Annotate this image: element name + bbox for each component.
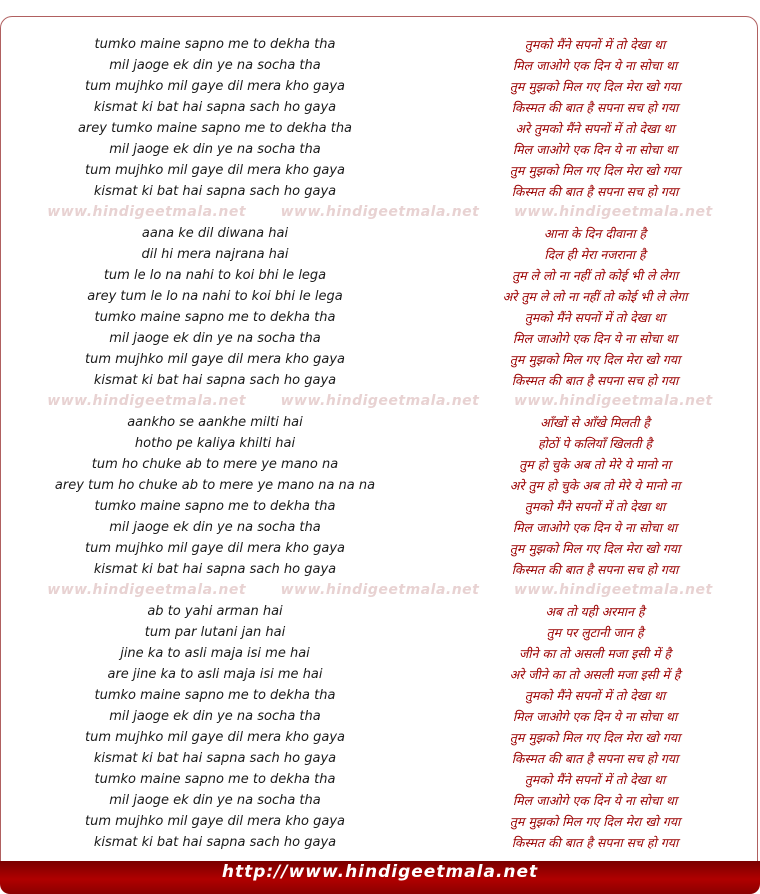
lyric-row xyxy=(0,748,760,769)
watermark-text: www.hindigeetmala.net xyxy=(47,582,247,598)
lyric-english: mil jaoge ek din ye na socha tha xyxy=(109,331,321,346)
lyric-row xyxy=(0,559,760,580)
lyric-row xyxy=(0,769,760,790)
lyric-hindi: अब तो यही अरमान है xyxy=(545,604,645,619)
lyric-row xyxy=(0,727,760,748)
lyric-hindi: तुम मुझको मिल गए दिल मेरा खो गया xyxy=(509,730,681,745)
watermark-text: www.hindigeetmala.net xyxy=(513,393,713,409)
lyric-english: arey tum ho chuke ab to mere ye mano na na na xyxy=(54,478,376,493)
lyric-hindi: जीने का तो असली मजा इसी में है xyxy=(518,646,672,661)
lyric-english: kismat ki bat hai sapna sach ho gaya xyxy=(93,835,337,850)
lyric-row xyxy=(0,139,760,160)
watermark-text: www.hindigeetmala.net xyxy=(280,582,480,598)
lyric-english: tum le lo na nahi to koi bhi le lega xyxy=(103,268,327,283)
lyric-hindi: तुमको मैंने सपनों में तो देखा था xyxy=(524,499,666,514)
lyric-hindi: किस्मत की बात है सपना सच हो गया xyxy=(511,100,679,115)
lyric-row xyxy=(0,34,760,55)
lyric-row xyxy=(0,433,760,454)
lyric-hindi: तुम मुझको मिल गए दिल मेरा खो गया xyxy=(509,814,681,829)
lyric-hindi: मिल जाओगे एक दिन ये ना सोचा था xyxy=(512,793,678,808)
lyric-row xyxy=(0,538,760,559)
lyric-english: hotho pe kaliya khilti hai xyxy=(134,436,296,451)
lyric-row xyxy=(0,496,760,517)
lyric-row xyxy=(0,622,760,643)
lyric-hindi: मिल जाओगे एक दिन ये ना सोचा था xyxy=(512,331,678,346)
lyric-english: tumko maine sapno me to dekha tha xyxy=(94,499,336,514)
lyric-english: tum mujhko mil gaye dil mera kho gaya xyxy=(84,163,345,178)
lyric-row xyxy=(0,55,760,76)
lyric-row xyxy=(0,307,760,328)
lyric-hindi: आँखों से आँखे मिलती है xyxy=(540,415,650,430)
lyric-hindi: दिल ही मेरा नजराना है xyxy=(544,247,646,262)
lyric-row xyxy=(0,832,760,853)
lyric-row xyxy=(0,76,760,97)
lyric-english: tum mujhko mil gaye dil mera kho gaya xyxy=(84,352,345,367)
lyric-row xyxy=(0,790,760,811)
lyric-english: arey tum le lo na nahi to koi bhi le lega xyxy=(87,289,343,304)
lyric-row xyxy=(0,97,760,118)
watermark-row xyxy=(0,580,760,601)
watermark-text: www.hindigeetmala.net xyxy=(280,393,480,409)
lyric-english: mil jaoge ek din ye na socha tha xyxy=(109,709,321,724)
watermark-text: www.hindigeetmala.net xyxy=(280,204,480,220)
lyric-hindi: अरे जीने का तो असली मजा इसी में है xyxy=(509,667,681,682)
lyric-english: kismat ki bat hai sapna sach ho gaya xyxy=(93,562,337,577)
lyric-hindi: किस्मत की बात है सपना सच हो गया xyxy=(511,184,679,199)
lyric-english: tum mujhko mil gaye dil mera kho gaya xyxy=(84,541,345,556)
lyric-hindi: तुम मुझको मिल गए दिल मेरा खो गया xyxy=(509,79,681,94)
lyric-row xyxy=(0,244,760,265)
lyric-hindi: किस्मत की बात है सपना सच हो गया xyxy=(511,562,679,577)
lyric-english: tumko maine sapno me to dekha tha xyxy=(94,688,336,703)
lyric-hindi: मिल जाओगे एक दिन ये ना सोचा था xyxy=(512,709,678,724)
lyric-row xyxy=(0,475,760,496)
lyric-hindi: मिल जाओगे एक दिन ये ना सोचा था xyxy=(512,520,678,535)
lyric-hindi: मिल जाओगे एक दिन ये ना सोचा था xyxy=(512,58,678,73)
lyric-hindi: अरे तुम ले लो ना नहीं तो कोई भी ले लेगा xyxy=(502,289,688,304)
lyric-english: tum par lutani jan hai xyxy=(144,625,286,640)
lyric-hindi: अरे तुम हो चुके अब तो मेरे ये मानो ना xyxy=(509,478,681,493)
lyric-row xyxy=(0,160,760,181)
footer-url-bar[interactable] xyxy=(0,861,760,894)
lyric-english: tum mujhko mil gaye dil mera kho gaya xyxy=(84,79,345,94)
lyric-english: tum mujhko mil gaye dil mera kho gaya xyxy=(84,730,345,745)
lyric-english: tum ho chuke ab to mere ye mano na xyxy=(91,457,339,472)
lyric-hindi: होठों पे कलियाँ खिलती है xyxy=(537,436,653,451)
lyric-english: mil jaoge ek din ye na socha tha xyxy=(109,793,321,808)
lyric-row xyxy=(0,706,760,727)
lyric-english: tum mujhko mil gaye dil mera kho gaya xyxy=(84,814,345,829)
lyric-row xyxy=(0,265,760,286)
lyric-english: mil jaoge ek din ye na socha tha xyxy=(109,520,321,535)
lyric-hindi: अरे तुमको मैंने सपनों में तो देखा था xyxy=(515,121,675,136)
lyric-row xyxy=(0,223,760,244)
watermark-text: www.hindigeetmala.net xyxy=(47,204,247,220)
lyric-english: tumko maine sapno me to dekha tha xyxy=(94,772,336,787)
lyric-row xyxy=(0,349,760,370)
lyric-row xyxy=(0,328,760,349)
lyric-row xyxy=(0,601,760,622)
lyric-row xyxy=(0,370,760,391)
lyric-english: arey tumko maine sapno me to dekha tha xyxy=(77,121,353,136)
lyric-row xyxy=(0,181,760,202)
lyric-english: kismat ki bat hai sapna sach ho gaya xyxy=(93,751,337,766)
lyric-hindi: तुमको मैंने सपनों में तो देखा था xyxy=(524,310,666,325)
lyric-row xyxy=(0,664,760,685)
lyric-row xyxy=(0,412,760,433)
lyric-hindi: तुमको मैंने सपनों में तो देखा था xyxy=(524,37,666,52)
lyric-hindi: किस्मत की बात है सपना सच हो गया xyxy=(511,373,679,388)
lyric-english: kismat ki bat hai sapna sach ho gaya xyxy=(93,100,337,115)
lyric-row xyxy=(0,454,760,475)
lyric-hindi: तुमको मैंने सपनों में तो देखा था xyxy=(524,688,666,703)
lyric-english: tumko maine sapno me to dekha tha xyxy=(94,310,336,325)
footer-url[interactable]: http://www.hindigeetmala.net xyxy=(221,862,539,882)
lyric-english: aankho se aankhe milti hai xyxy=(127,415,303,430)
lyric-row xyxy=(0,811,760,832)
lyric-row xyxy=(0,118,760,139)
lyric-hindi: तुम हो चुके अब तो मेरे ये मानो ना xyxy=(519,457,671,472)
lyric-english: dil hi mera najrana hai xyxy=(141,247,289,262)
watermark-row xyxy=(0,202,760,223)
lyric-hindi: तुम ले लो ना नहीं तो कोई भी ले लेगा xyxy=(511,268,679,283)
lyric-row xyxy=(0,517,760,538)
lyric-english: aana ke dil diwana hai xyxy=(141,226,289,241)
lyric-english: are jine ka to asli maja isi me hai xyxy=(107,667,323,682)
lyric-hindi: मिल जाओगे एक दिन ये ना सोचा था xyxy=(512,142,678,157)
lyric-english: ab to yahi arman hai xyxy=(147,604,283,619)
lyric-hindi: आना के दिन दीवाना है xyxy=(543,226,647,241)
watermark-text: www.hindigeetmala.net xyxy=(513,204,713,220)
watermark-row xyxy=(0,391,760,412)
lyric-english: kismat ki bat hai sapna sach ho gaya xyxy=(93,184,337,199)
lyric-hindi: तुम पर लुटानी जान है xyxy=(546,625,644,640)
lyric-english: mil jaoge ek din ye na socha tha xyxy=(109,58,321,73)
lyric-english: kismat ki bat hai sapna sach ho gaya xyxy=(93,373,337,388)
lyric-hindi: तुम मुझको मिल गए दिल मेरा खो गया xyxy=(509,541,681,556)
watermark-text: www.hindigeetmala.net xyxy=(47,393,247,409)
lyric-hindi: तुम मुझको मिल गए दिल मेरा खो गया xyxy=(509,163,681,178)
lyric-row xyxy=(0,643,760,664)
lyric-english: jine ka to asli maja isi me hai xyxy=(120,646,310,661)
lyric-row xyxy=(0,685,760,706)
watermark-text: www.hindigeetmala.net xyxy=(513,582,713,598)
lyric-english: mil jaoge ek din ye na socha tha xyxy=(109,142,321,157)
lyric-hindi: किस्मत की बात है सपना सच हो गया xyxy=(511,835,679,850)
lyric-hindi: तुम मुझको मिल गए दिल मेरा खो गया xyxy=(509,352,681,367)
lyric-row xyxy=(0,286,760,307)
lyric-english: tumko maine sapno me to dekha tha xyxy=(94,37,336,52)
lyric-hindi: तुमको मैंने सपनों में तो देखा था xyxy=(524,772,666,787)
lyrics-body xyxy=(0,34,760,853)
lyric-hindi: किस्मत की बात है सपना सच हो गया xyxy=(511,751,679,766)
